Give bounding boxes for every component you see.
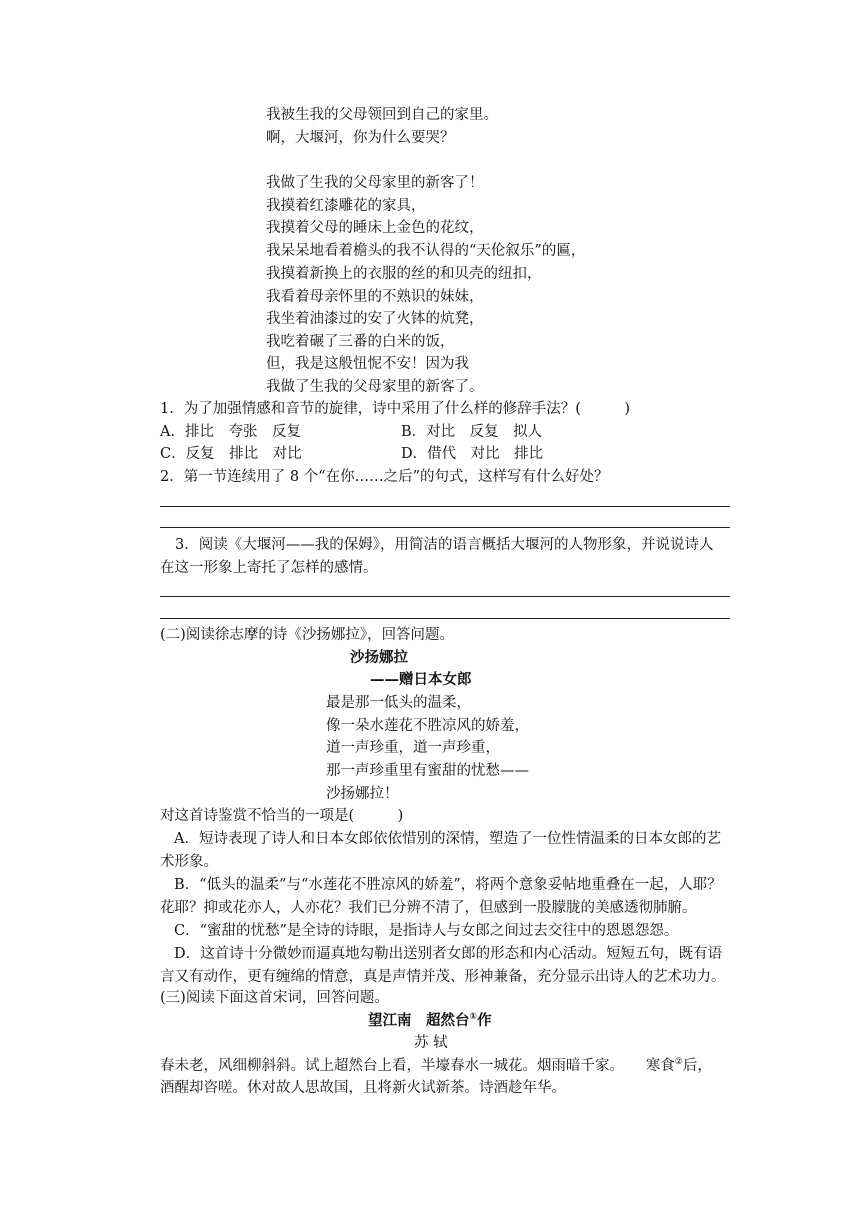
- poem-line: 我看着母亲怀里的不熟识的妹妹，: [266, 289, 484, 305]
- ci-title-suffix: 作: [477, 1013, 492, 1029]
- poem-line: 我摸着红漆雕花的家具，: [266, 198, 426, 214]
- poem-line: 我被生我的父母领回到自己的家里。: [266, 107, 498, 123]
- poem-line: 啊，大堰河，你为什么要哭？: [266, 130, 455, 146]
- ci-text: 春未老，风细柳斜斜。试上超然台上看，半壕春水一城花。烟雨暗千家。 寒食: [160, 1058, 675, 1074]
- section-2-question: 对这首诗鉴赏不恰当的一项是( ): [160, 808, 404, 824]
- poem-line: 我呆呆地看着檐头的我不认得的“天伦叙乐”的匾，: [266, 243, 586, 259]
- footnote-marker: ①: [469, 1012, 478, 1022]
- option-d: D．这首诗十分微妙而逼真地勾勒出送别者女郎的形态和内心活动。短短五句，既有语言又有动作，更有缠绵的情意，真是声情并茂、形神兼备，充分显示出诗人的艺术功力。: [160, 946, 726, 985]
- ci-text-line1: [160, 1056, 712, 1076]
- ci-title-text: 望江南 超然台: [368, 1013, 470, 1029]
- option-a: A．短诗表现了诗人和日本女郎依依惜别的深情，塑造了一位性情温柔的日本女郎的艺术形象。: [160, 831, 721, 870]
- poem-line: 像一朵水莲花不胜凉风的娇羞，: [326, 718, 529, 734]
- question-1-option-b: B．对比 反复 拟人: [401, 424, 543, 440]
- question-1-option-c: C．反复 排比 对比: [160, 446, 302, 462]
- answer-line[interactable]: [160, 506, 730, 507]
- section-3-intro: (三)阅读下面这首宋词，回答问题。: [160, 990, 389, 1006]
- poem-line: 那一声珍重里有蜜甜的忧愁——: [326, 763, 529, 779]
- poem-line: 我摸着新换上的衣服的丝的和贝壳的纽扣，: [266, 266, 542, 282]
- section-2-intro: (二)阅读徐志摩的诗《沙扬娜拉》，回答问题。: [160, 627, 455, 643]
- ci-author: 苏 轼: [414, 1035, 448, 1051]
- question-3-stem-line2: 在这一形象上寄托了怎样的感情。: [160, 560, 378, 576]
- question-1-option-a: A．排比 夸张 反复: [160, 424, 301, 440]
- answer-line[interactable]: [160, 527, 730, 528]
- footnote-marker: ②: [674, 1057, 683, 1067]
- option-b: B．“低头的温柔”与“水莲花不胜凉风的娇羞”，将两个意象妥帖地重叠在一起，人耶？花耶？抑或花亦人，人亦花？我们已分辨不清了，但感到一股朦胧的美感透彻肺腑。: [160, 877, 722, 916]
- poem-line: 我坐着油漆过的安了火钵的炕凳，: [266, 311, 484, 327]
- ci-text: 后，: [682, 1058, 712, 1074]
- option-c: C．“蜜甜的忧愁”是全诗的诗眼，是指诗人与女郎之间过去交往中的恩恩怨怨。: [174, 923, 679, 939]
- poem-line: 最是那一低头的温柔，: [326, 695, 471, 711]
- question-1-stem: 1．为了加强情感和音节的旋律，诗中采用了什么样的修辞手法？( ): [160, 401, 631, 417]
- ci-title: [368, 1011, 492, 1031]
- poem-line: 我吃着碾了三番的白米的饭，: [266, 334, 455, 350]
- poem-title: 沙扬娜拉: [350, 650, 408, 666]
- poem-line: 我做了生我的父母家里的新客了！: [266, 175, 484, 191]
- ci-text-line2: 酒醒却咨嗟。休对故人思故国，且将新火试新茶。诗酒趁年华。: [160, 1080, 566, 1096]
- poem-line: 我摸着父母的睡床上金色的花纹，: [266, 220, 484, 236]
- poem-line: 但，我是这般忸怩不安！因为我: [266, 356, 469, 372]
- poem-subtitle: ——赠日本女郎: [370, 672, 472, 688]
- question-3-stem-line1: 3．阅读《大堰河——我的保姆》，用简洁的语言概括大堰河的人物形象，并说说诗人: [175, 537, 714, 553]
- question-1-option-d: D．借代 对比 排比: [401, 446, 544, 462]
- answer-line[interactable]: [160, 618, 730, 619]
- poem-line: 我做了生我的父母家里的新客了。: [266, 379, 484, 395]
- poem-line: 沙扬娜拉！: [326, 786, 399, 802]
- poem-line: 道一声珍重，道一声珍重，: [326, 740, 500, 756]
- answer-line[interactable]: [160, 596, 730, 597]
- question-2-stem: 2．第一节连续用了 8 个“在你……之后”的句式，这样写有什么好处？: [160, 469, 609, 485]
